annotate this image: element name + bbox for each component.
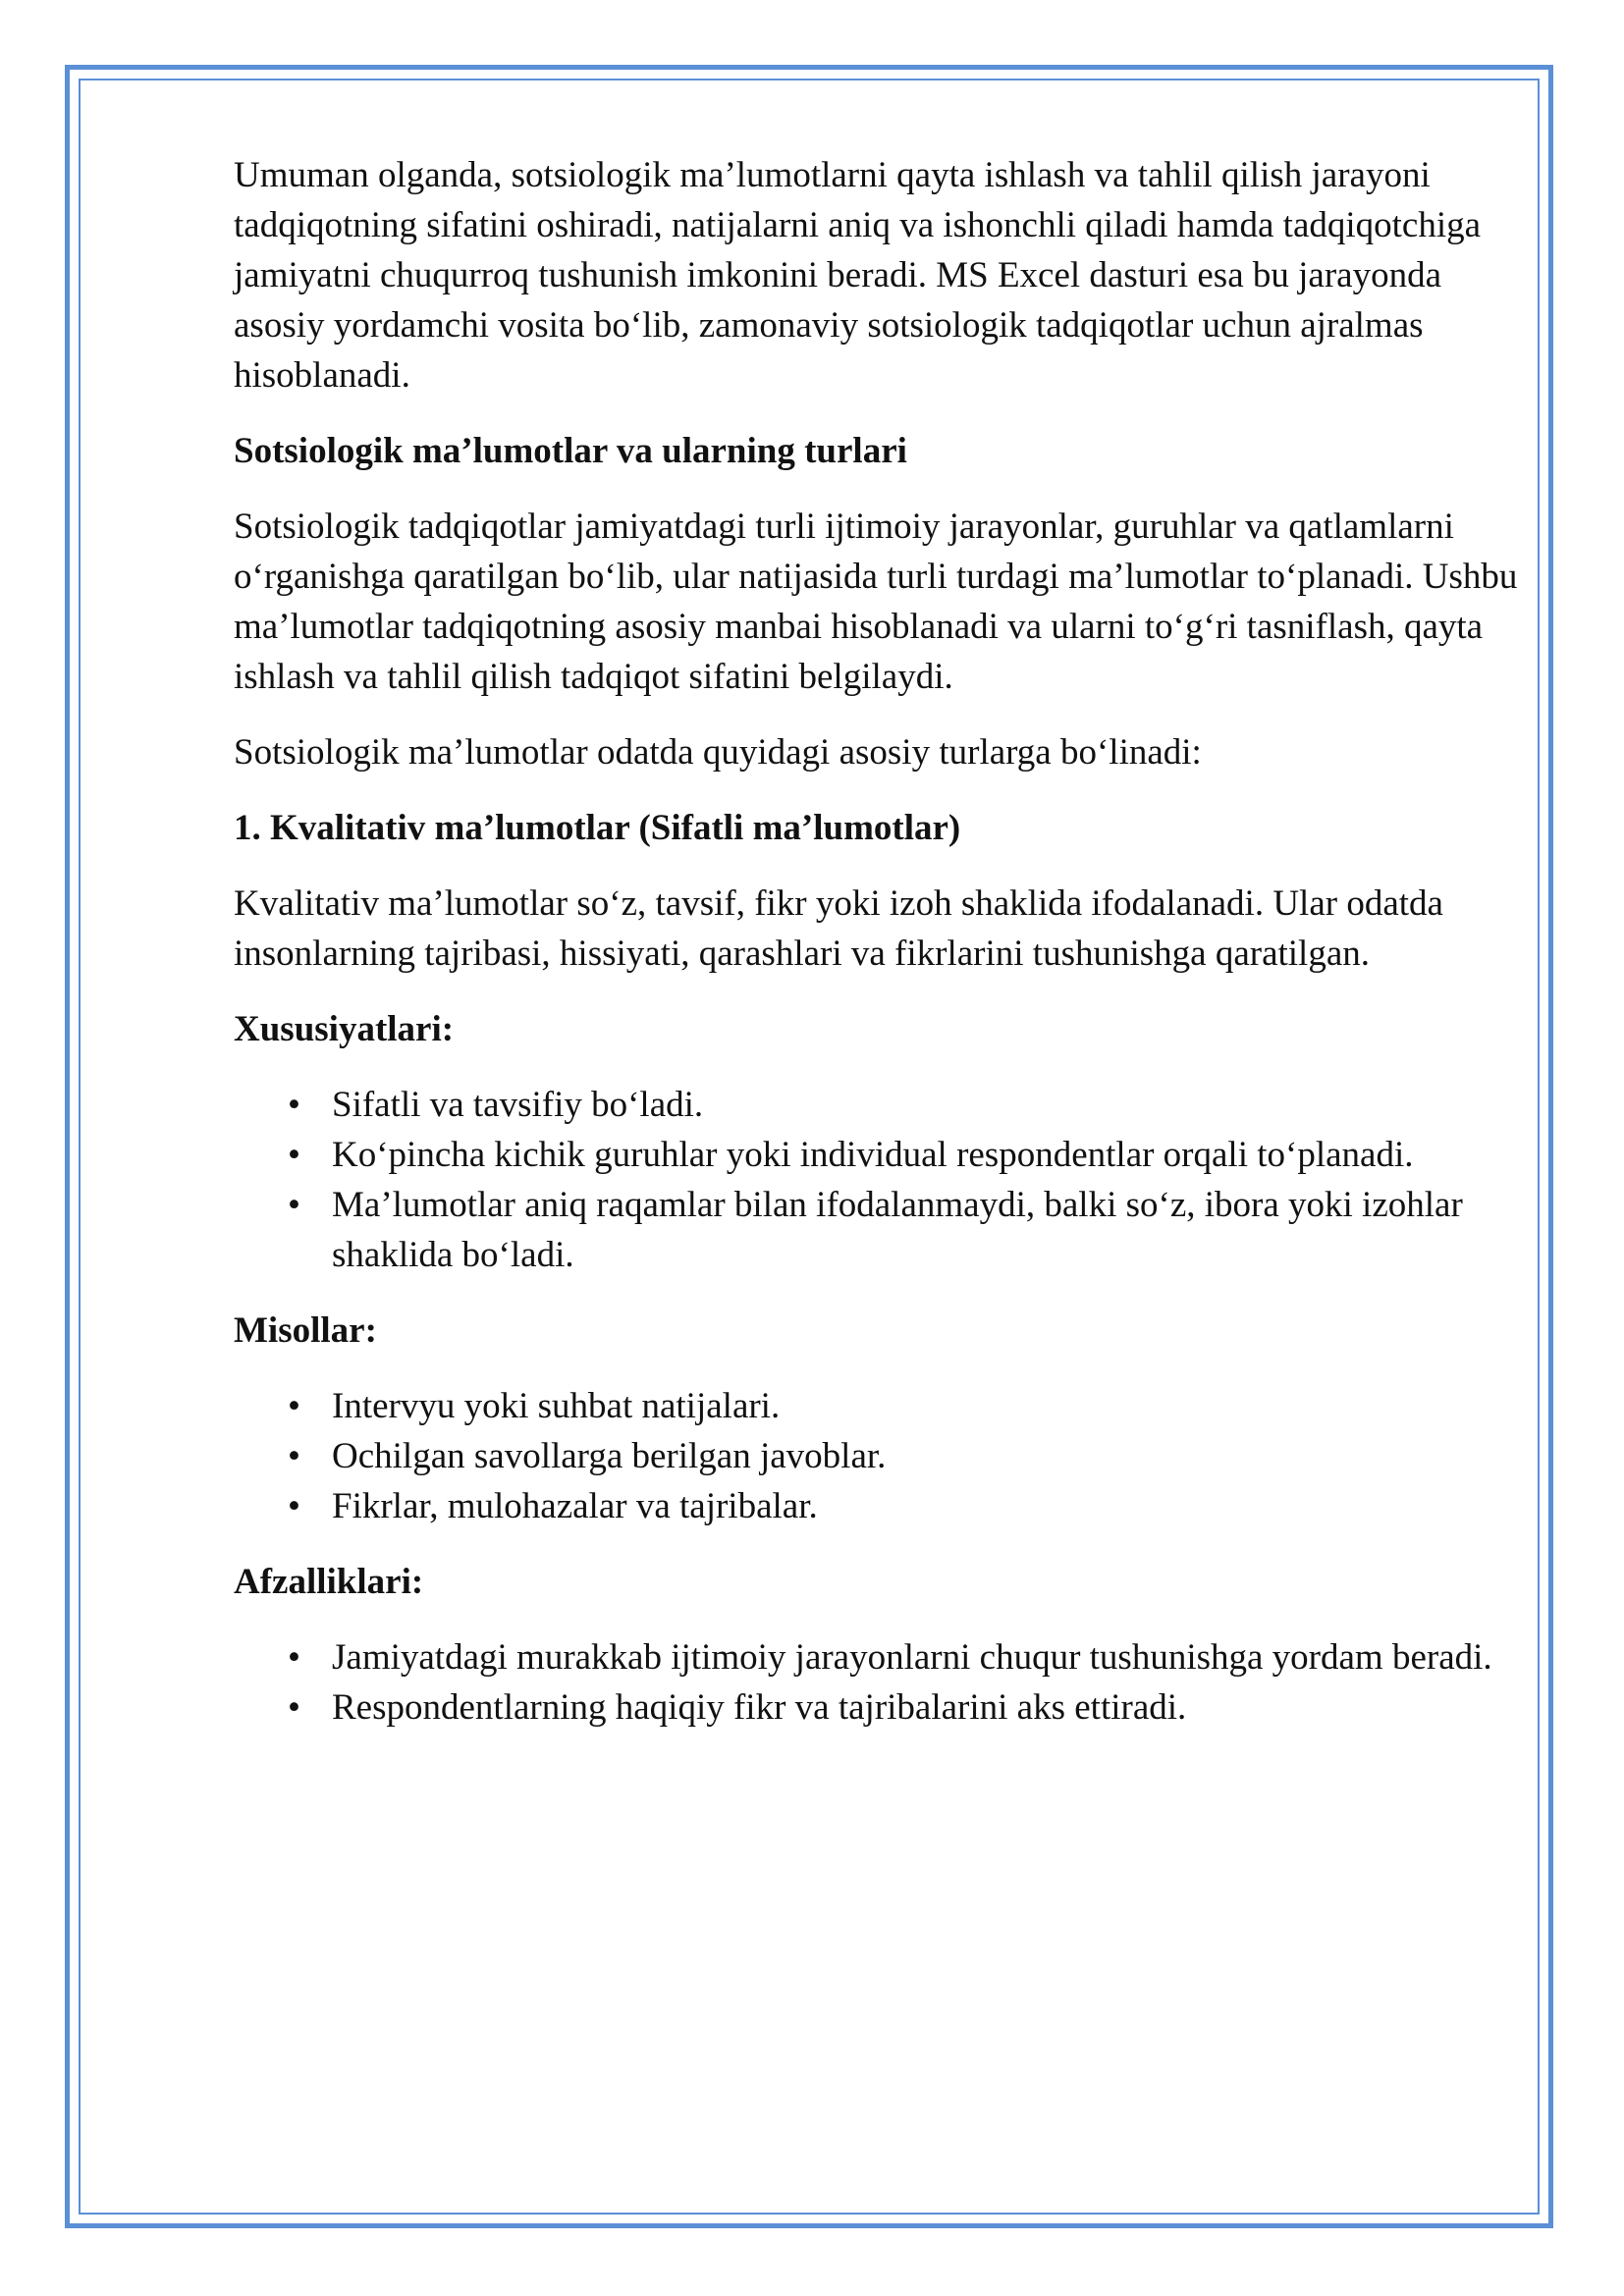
- examples-list: [234, 1381, 1540, 1531]
- bullet-icon: •: [288, 1135, 300, 1175]
- bullet-icon: •: [288, 1687, 300, 1728]
- document-body: [234, 150, 1540, 1758]
- section-heading: Sotsiologik ma’lumotlar va ularning turlari: [234, 431, 907, 471]
- list-item: • Respondentlarning haqiqiy fikr va tajribalarini aks ettiradi.: [234, 1682, 1540, 1733]
- list-item: • Fikrlar, mulohazalar va tajribalar.: [234, 1481, 1540, 1531]
- bullet-icon: •: [288, 1185, 300, 1225]
- bullet-icon: •: [288, 1436, 300, 1476]
- bullet-icon: •: [288, 1637, 300, 1678]
- features-list: [234, 1080, 1540, 1280]
- bullet-icon: •: [288, 1386, 300, 1426]
- list-item: • Ochilgan savollarga berilgan javoblar.: [234, 1431, 1540, 1481]
- list-item: • Ma’lumotlar aniq raqamlar bilan ifodalanmaydi, balki so‘z, ibora yoki izohlar shaklida bo‘ladi.: [234, 1180, 1540, 1280]
- paragraph-intro: Sotsiologik tadqiqotlar jamiyatdagi turli ijtimoiy jarayonlar, guruhlar va qatlamlarni o‘rganishga qaratilgan bo‘lib, ular natijasida turli turdagi ma’lumotlar to‘planadi. Ushbu ma’lumotlar tadqiqotning asosiy manbai hisoblanadi va ularni to‘g‘ri tasniflash, qayta ishlash va tahlil qilish tadqiqot sifatini belgilaydi.: [234, 507, 1518, 697]
- list-item: • Ko‘pincha kichik guruhlar yoki individual respondentlar orqali to‘planadi.: [234, 1130, 1540, 1180]
- paragraph-qualitative: Kvalitativ ma’lumotlar so‘z, tavsif, fikr yoki izoh shaklida ifodalanadi. Ular odatda insonlarning tajribasi, hissiyati, qarashlari va fikrlarini tushunishga qaratilgan.: [234, 883, 1443, 974]
- list-item: • Jamiyatdagi murakkab ijtimoiy jarayonlarni chuqur tushunishga yordam beradi.: [234, 1632, 1540, 1682]
- heading-advantages: Afzalliklari:: [234, 1562, 424, 1602]
- heading-examples: Misollar:: [234, 1310, 377, 1351]
- list-item: • Sifatli va tavsifiy bo‘ladi.: [234, 1080, 1540, 1130]
- list-item: • Intervyu yoki suhbat natijalari.: [234, 1381, 1540, 1431]
- subsection-heading-qualitative: 1. Kvalitativ ma’lumotlar (Sifatli ma’lumotlar): [234, 808, 961, 848]
- advantages-list: [234, 1632, 1540, 1733]
- bullet-icon: •: [288, 1085, 300, 1125]
- bullet-icon: •: [288, 1486, 300, 1526]
- paragraph-types: Sotsiologik ma’lumotlar odatda quyidagi asosiy turlarga bo‘linadi:: [234, 732, 1202, 773]
- heading-features: Xususiyatlari:: [234, 1009, 455, 1049]
- paragraph-summary: Umuman olganda, sotsiologik ma’lumotlarni qayta ishlash va tahlil qilish jarayoni tadqiqotning sifatini oshiradi, natijalarni aniq va ishonchli qiladi hamda tadqiqotchiga jamiyatni chuqurroq tushunish imkonini beradi. MS Excel dasturi esa bu jarayonda asosiy yordamchi vosita bo‘lib, zamonaviy sotsiologik tadqiqotlar uchun ajralmas hisoblanadi.: [234, 155, 1482, 396]
